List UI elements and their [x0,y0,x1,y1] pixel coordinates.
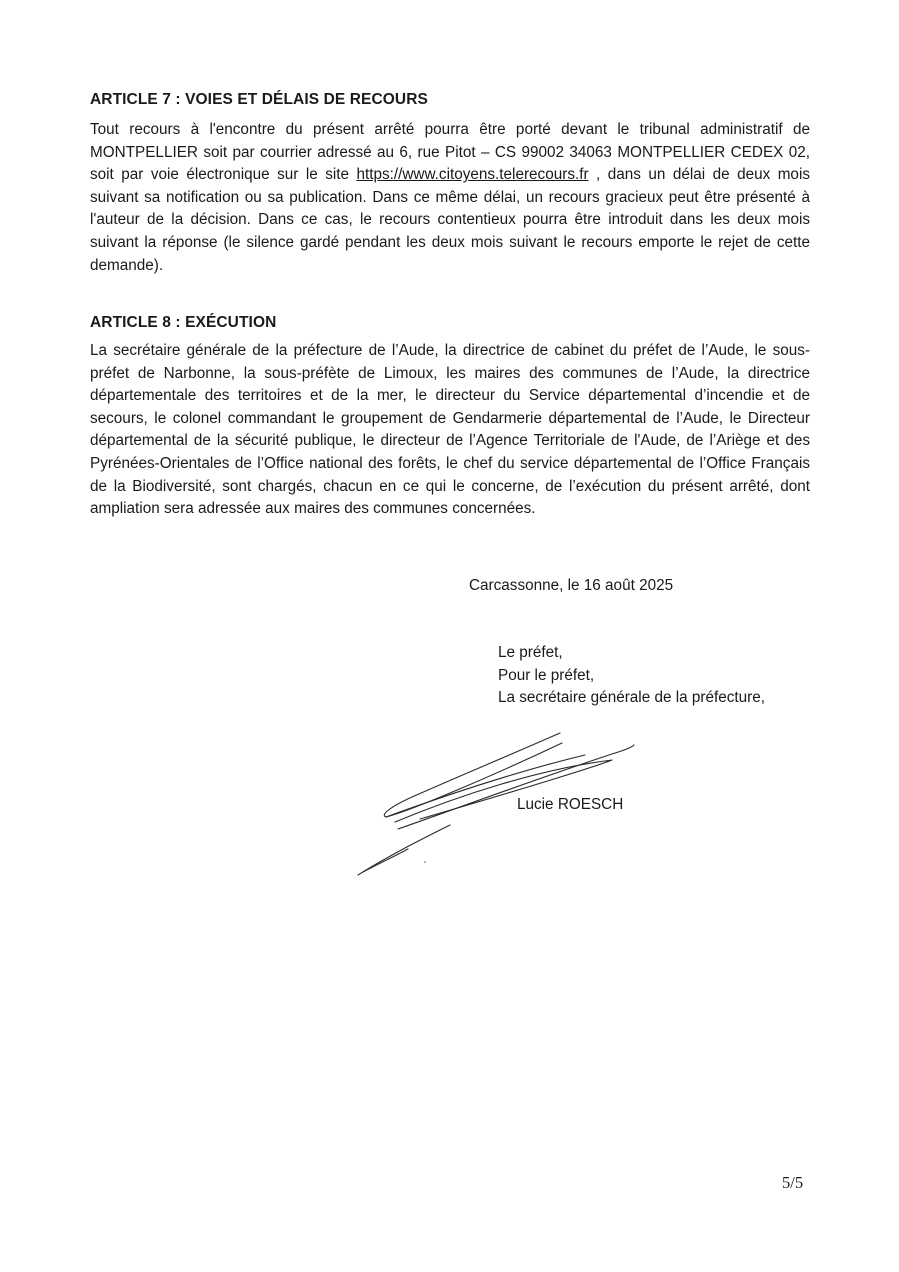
signature-block [498,642,765,710]
signature-line-prefet: Le préfet, [498,644,563,661]
page-number: 5/5 [782,1173,804,1192]
place-and-date: Carcassonne, le 16 août 2025 [469,577,674,594]
article-7-title: ARTICLE 7 : VOIES ET DÉLAIS DE RECOURS [90,91,428,108]
signature-line-secretaire: La secrétaire générale de la préfecture, [498,689,766,707]
telerecours-link[interactable]: https://www.citoyens.telerecours.fr [356,166,589,184]
signer-name: Lucie ROESCH [517,796,624,813]
article-7-text [90,119,810,277]
article-7-text-part2: , dans un délai de deux mois suivant sa notification ou sa publication. Dans ce même délai, un recours gracieux peut être présenté à l'auteur de la décision. Dans ce cas, le recours contentieux pourra être introduit dans les deux mois suivant la réponse (le silence gardé pendant les deux mois suivant le recours emporte le rejet de cette demande). [90,166,810,274]
article-8-title: ARTICLE 8 : EXÉCUTION [90,314,277,331]
article-7-text-part1: Tout recours à l'encontre du présent arrêté pourra être porté devant le tribunal administratif de MONTPELLIER soit par courrier adressé au 6, rue Pitot – CS 99002 34063 MONTPELLIER CEDEX 02, soit par voie électronique sur le site [90,121,810,184]
article-8-text: La secrétaire générale de la préfecture de l’Aude, la directrice de cabinet du préfet de l’Aude, le sous-préfet de Narbonne, la sous-préfète de Limoux, les maires des communes de l’Aude, la directrice départementale des territoires et de la mer, le directeur du Service départemental d’incendie et de secours, le colonel commandant le groupement de Gendarmerie départemental de l’Aude, le Directeur départemental de la sécurité publique, le directeur de l’Agence Territoriale de l'Aude, de l’Ariège et des Pyrénées-Orientales de l’Office national des forêts, le chef du service départemental de l’Office Français de la Biodiversité, sont chargés, chacun en ce qui le concerne, de l’exécution du présent arrêté, dont ampliation sera adressée aux maires des communes concernées. [90,342,810,518]
signature-line-pour-le-prefet: Pour le préfet, [498,666,595,684]
